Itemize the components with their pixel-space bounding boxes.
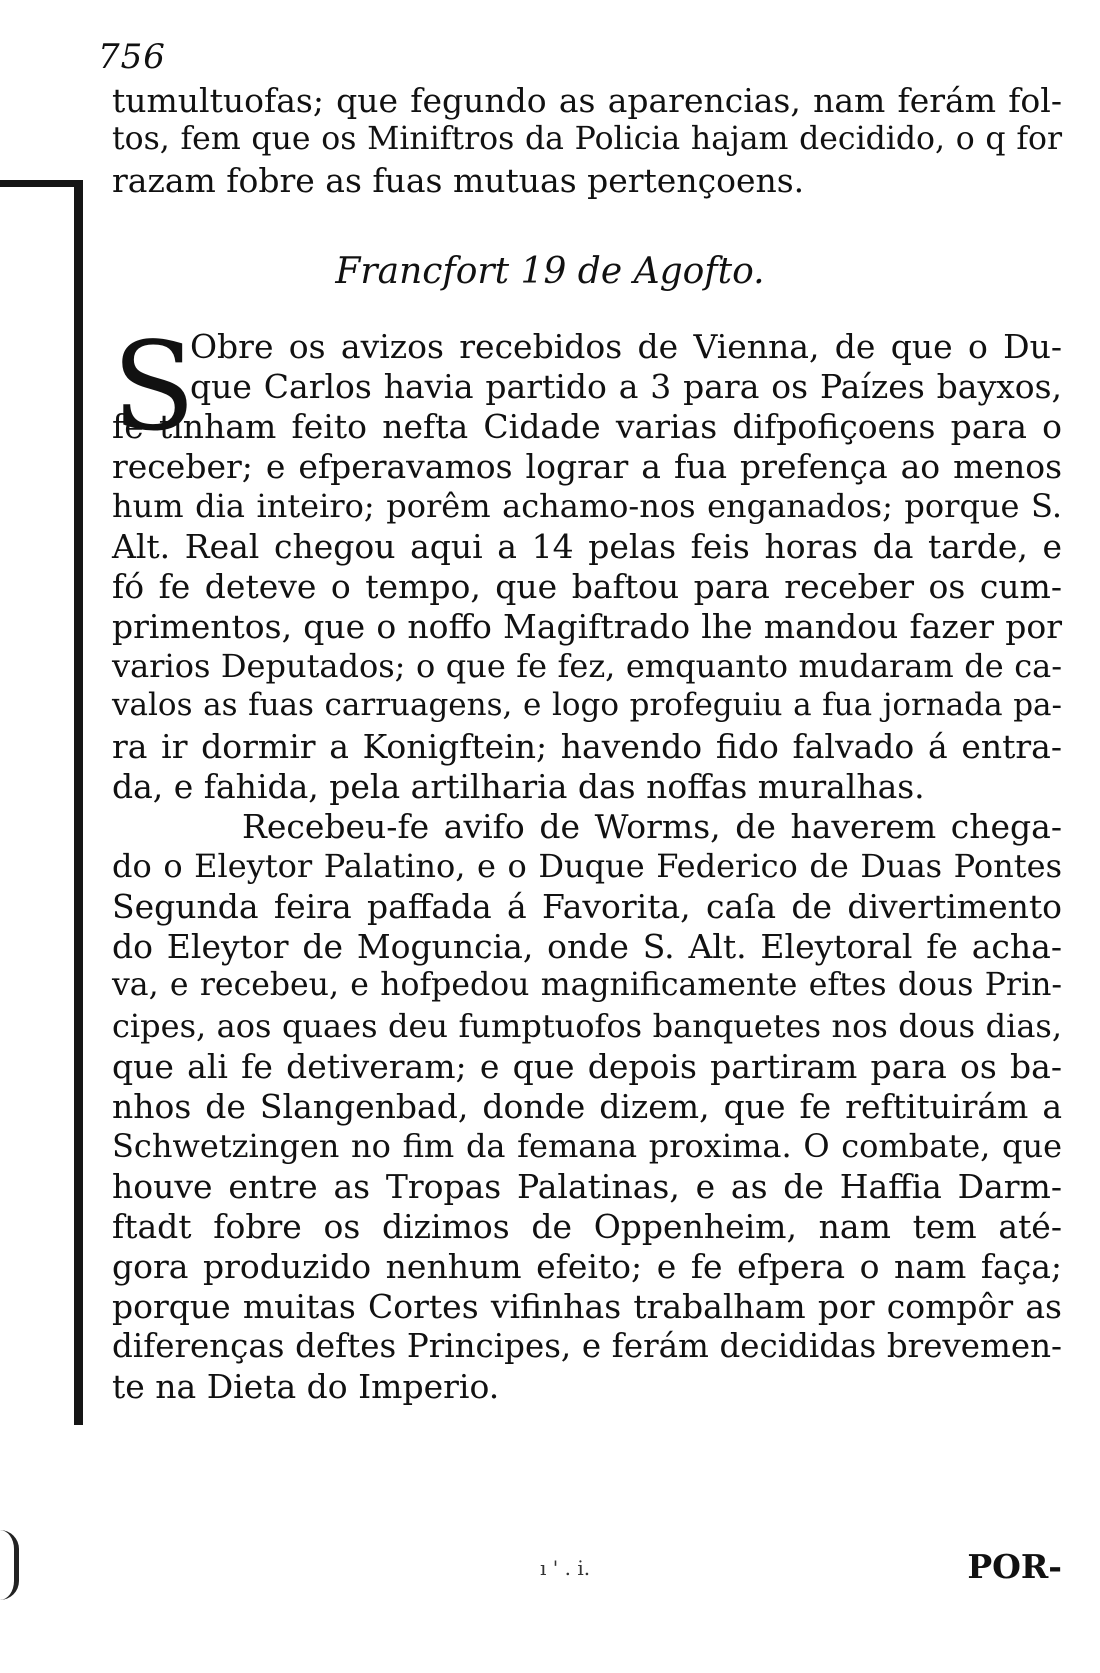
text-line: Recebeu-fe avifo de Worms, de haverem chega- xyxy=(242,807,1062,846)
text-line: ftadt fobre os dizimos de Oppenheim, nam tem até- xyxy=(112,1207,1062,1246)
text-line: Schwetzingen no fim da femana proxima. O combate, que xyxy=(112,1127,1062,1165)
text-line: te na Dieta do Imperio. xyxy=(112,1367,500,1406)
text-line: diferenças deftes Principes, e ferám decididas brevemen- xyxy=(112,1327,1062,1365)
text-line: tos, fem que os Miniftros da Policia hajam decidido, o q for xyxy=(112,121,1062,157)
text-line: Obre os avizos recebidos de Vienna, de que o Du- xyxy=(190,327,1062,366)
text-line: ra ir dormir a Konigftein; havendo fido falvado á entra- xyxy=(112,727,1062,766)
text-line: Segunda feira paffada á Favorita, caſa de divertimento xyxy=(112,887,1062,926)
text-line: nhos de Slangenbad, donde dizem, que fe reftituirám a xyxy=(112,1087,1062,1126)
page-number: 756 xyxy=(98,37,166,77)
page-frame-top-rule xyxy=(0,180,82,187)
text-line: receber; e efperavamos lograr a fua prefença ao menos xyxy=(112,447,1062,486)
text-line: porque muitas Cortes vifinhas trabalham por compôr as xyxy=(112,1287,1062,1326)
text-line: fe tinham feito nefta Cidade varias difpofiçoens para o xyxy=(112,407,1062,446)
text-line: do Eleytor de Moguncia, onde S. Alt. Eleytoral fe acha- xyxy=(112,927,1062,966)
text-line: va, e recebeu, e hofpedou magnificamente eftes dous Prin- xyxy=(112,967,1062,1003)
signature-mark: ı ' . i. xyxy=(540,1556,591,1580)
text-line: que Carlos havia partido a 3 para os Paízes bayxos, xyxy=(190,367,1062,406)
text-line: da, e fahida, pela artilharia das noffas muralhas. xyxy=(112,767,925,806)
dateline-heading: Francfort 19 de Agofto. xyxy=(335,251,765,292)
text-line: razam fobre as fuas mutuas pertençoens. xyxy=(112,161,805,200)
text-line: fó fe deteve o tempo, que baftou para receber os cum- xyxy=(112,567,1062,606)
text-line: varios Deputados; o que fe fez, emquanto mudaram de ca- xyxy=(112,647,1062,685)
drop-cap: S xyxy=(112,316,196,458)
text-line: hum dia inteiro; porêm achamo-nos enganados; porque S. xyxy=(112,487,1062,525)
text-line: primentos, que o noffo Magiftrado lhe mandou fazer por xyxy=(112,607,1062,646)
page-edge-mark xyxy=(0,1530,19,1600)
text-line: tumultuofas; que fegundo as aparencias, nam ferám fol- xyxy=(112,81,1062,120)
text-line: que ali fe detiveram; e que depois partiram para os ba- xyxy=(112,1047,1062,1086)
text-line: Alt. Real chegou aqui a 14 pelas feis horas da tarde, e xyxy=(112,527,1062,566)
text-line: do o Eleytor Palatino, e o Duque Federico de Duas Pontes xyxy=(112,847,1062,885)
text-line: houve entre as Tropas Palatinas, e as de Haffia Darm- xyxy=(112,1167,1062,1206)
text-line: valos as fuas carruagens, e logo profeguiu a fua jornada pa- xyxy=(112,687,1062,723)
catchword: POR- xyxy=(967,1547,1062,1586)
text-line: cipes, aos quaes deu fumptuofos banquetes nos dous dias, xyxy=(112,1007,1062,1045)
text-line: gora produzido nenhum efeito; e fe efpera o nam faça; xyxy=(112,1247,1062,1286)
page-frame-left-rule xyxy=(74,180,83,1425)
